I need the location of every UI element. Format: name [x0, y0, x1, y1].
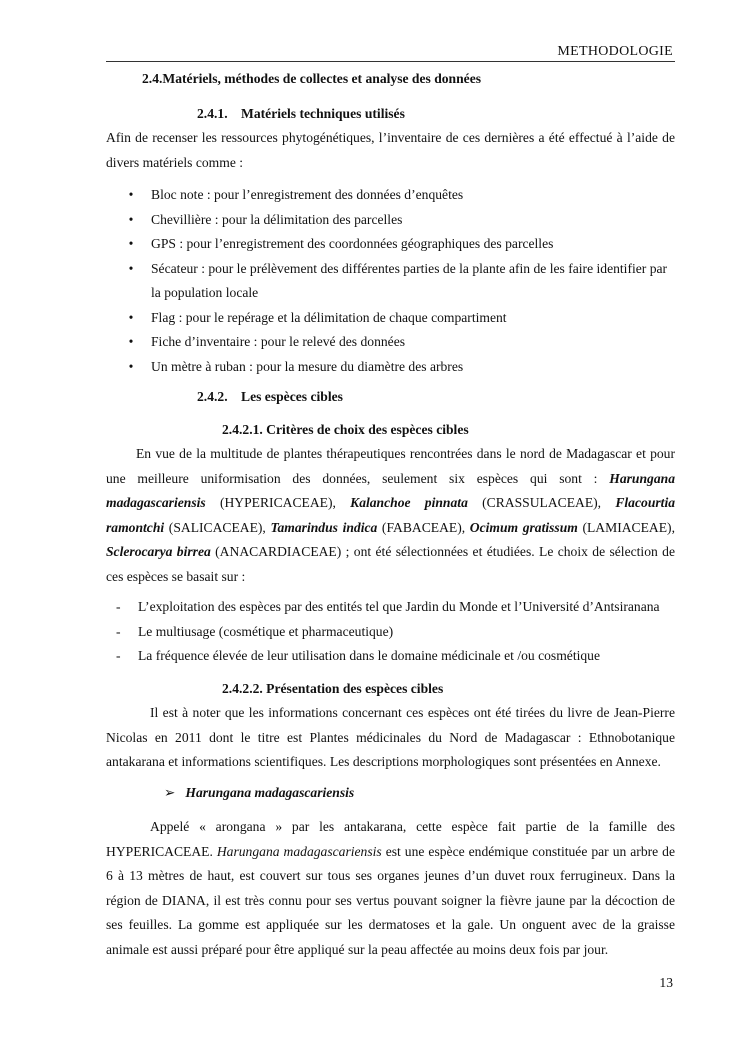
list-item — [106, 257, 675, 306]
list-item-text: Un mètre à ruban : pour la mesure du diamètre des arbres — [151, 358, 464, 374]
section-number: 2.4. — [142, 71, 163, 86]
dash-icon: - — [116, 648, 121, 663]
family-name: (SALICACEAE), — [164, 519, 271, 535]
list-item — [106, 620, 675, 645]
bullet-icon: • — [128, 309, 134, 325]
list-item-text: GPS : pour l’enregistrement des coordonnées géographiques des parcelles — [151, 236, 554, 251]
family-name: (CRASSULACEAE), — [467, 495, 616, 510]
bullet-icon: • — [128, 187, 134, 202]
species-name: Tamarindus indica — [270, 519, 378, 535]
list-item — [106, 330, 675, 355]
list-item — [106, 644, 675, 669]
bullet-icon: • — [128, 211, 134, 227]
list-item — [106, 183, 675, 208]
family-name: (LAMIACEAE), — [577, 519, 675, 535]
list-item-text: La fréquence élevée de leur utilisation dans le domaine médicinale et /ou cosmétique — [138, 648, 601, 663]
subsection-heading-species — [197, 385, 675, 410]
list-item — [106, 306, 675, 331]
text-run: (ANACARDIACEAE) ; ont été sélectionnées et étudiées. Le choix de sélection de ces espèces se basait sur : — [106, 544, 675, 584]
running-header: METHODOLOGIE — [557, 44, 673, 59]
dash-icon: - — [116, 623, 121, 639]
text-run: est une espèce endémique constituée par un arbre de 6 à 13 mètres de haut, est couvert sur tous ses organes jeunes d’un duvet roux ferrugineux. Dans la région de DIANA, il est très connu pour ses vertus pouvant soigner la fièvre jaune par la décoction de ses feuilles. La gomme est appliquée sur les dermatoses et la gale. Un onguent avec de la graisse animale est aussi préparé pour être appliqué sur la peau affectée au moins deux fois par jour. — [106, 843, 676, 957]
species-name: Ocimum gratissum — [469, 519, 578, 535]
section-title: Matériels, méthodes de collectes et analyse des données — [162, 71, 482, 86]
bullet-icon: • — [128, 260, 134, 276]
page-number: 13 — [659, 975, 673, 990]
subsection-title: Matériels techniques utilisés — [241, 105, 405, 121]
presentation-paragraph: Il est à noter que les informations concernant ces espèces ont été tirées du livre de Jean-Pierre Nicolas en 2011 dont le titre est Plantes médicinales du Nord de Madagascar : Ethnobotanique antakarana et informations scientifiques. Les descriptions morphologiques sont présentées en Annexe. — [106, 705, 675, 769]
list-item — [106, 232, 675, 257]
species-description — [106, 815, 675, 962]
bullet-icon: • — [128, 334, 134, 349]
subsubsection-heading-presentation: 2.4.2.2. Présentation des espèces cibles — [222, 680, 444, 696]
species-name: Kalanchoe pinnata — [350, 495, 468, 510]
list-item-text: L’exploitation des espèces par des entités tel que Jardin du Monde et l’Université d’Antsiranana — [138, 599, 660, 614]
list-item — [106, 355, 675, 380]
species-name: Harungana madagascariensis — [106, 470, 675, 510]
text-run: Appelé « arongana » par les antakarana, cette espèce fait partie de la famille des HYPERICACEAE. — [106, 819, 675, 859]
species-name: Sclerocarya birrea — [106, 544, 211, 559]
criteria-paragraph — [106, 442, 675, 589]
criteria-list — [106, 595, 675, 669]
section-heading — [142, 67, 675, 92]
materials-list — [106, 183, 675, 379]
subsection-heading-materials — [197, 102, 675, 127]
family-name: (FABACEAE), — [377, 519, 470, 535]
materials-intro: Afin de recenser les ressources phytogénétiques, l’inventaire de ces dernières a été effectué à l’aide de divers matériels comme : — [106, 130, 675, 170]
bullet-icon: • — [128, 236, 134, 251]
subsubsection-heading-criteria: 2.4.2.1. Critères de choix des espèces cibles — [222, 421, 469, 437]
list-item — [106, 208, 675, 233]
page-content — [106, 66, 675, 962]
list-item-text: Flag : pour le repérage et la délimitation de chaque compartiment — [151, 309, 507, 325]
species-name-italic: Harungana madagascariensis — [216, 843, 382, 859]
header-rule — [106, 61, 675, 62]
arrow-bullet-icon: ➢ — [164, 784, 176, 800]
list-item — [106, 595, 675, 620]
text-run: En vue de la multitude de plantes thérapeutiques rencontrées dans le nord de Madagascar et pour une meilleure uniformisation des données, seulement six espèces qui sont : — [106, 446, 675, 486]
list-item-text: Bloc note : pour l’enregistrement des données d’enquêtes — [151, 187, 464, 202]
dash-icon: - — [116, 599, 121, 614]
subsection-title: Les espèces cibles — [241, 389, 343, 404]
family-name: (HYPERICACEAE), — [205, 495, 351, 510]
species-name: Flacourtia ramontchi — [106, 495, 676, 535]
list-item-text: Sécateur : pour le prélèvement des différentes parties de la plante afin de les faire identifier par la population locale — [151, 260, 668, 300]
list-item-text: Fiche d’inventaire : pour le relevé des données — [151, 334, 406, 349]
species-heading — [164, 781, 675, 806]
species-heading-text: Harungana madagascariensis — [185, 784, 355, 800]
list-item-text: Le multiusage (cosmétique et pharmaceutique) — [138, 623, 394, 639]
subsection-number: 2.4.1. — [197, 105, 228, 121]
subsection-number: 2.4.2. — [197, 389, 228, 404]
bullet-icon: • — [128, 358, 134, 374]
list-item-text: Chevillière : pour la délimitation des parcelles — [151, 211, 403, 227]
